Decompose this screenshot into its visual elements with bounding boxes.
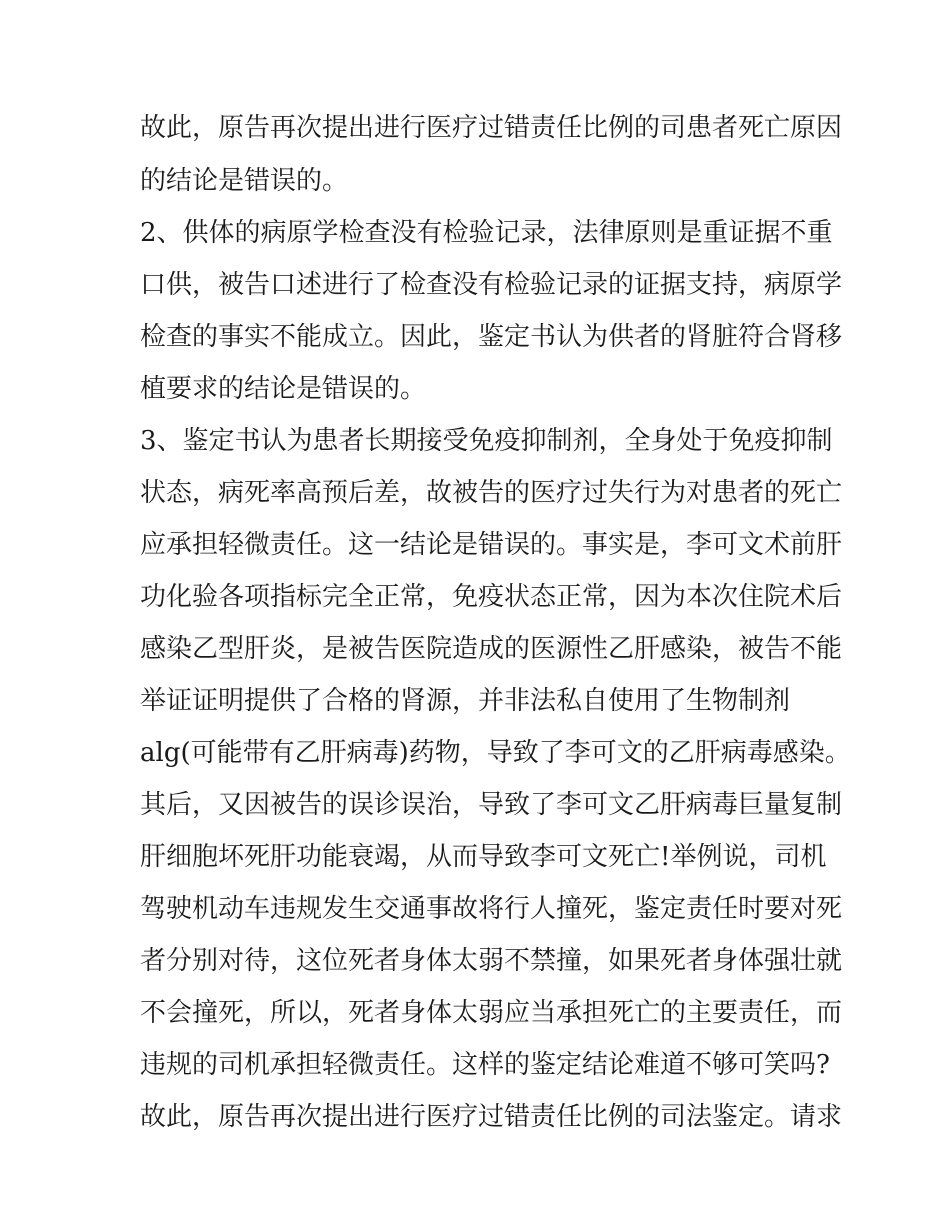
text-line: 其后，又因被告的误诊误治，导致了李可文乙肝病毒巨量复制 <box>140 790 843 820</box>
text-line: 植要求的结论是错误的。 <box>140 374 427 404</box>
text-line: 感染乙型肝炎，是被告医院造成的医源性乙肝感染，被告不能 <box>140 634 843 664</box>
text-line: 检查的事实不能成立。因此，鉴定书认为供者的肾脏符合肾移 <box>140 322 843 352</box>
text-line: 3、鉴定书认为患者长期接受免疫抑制剂，全身处于免疫抑制 <box>140 426 833 456</box>
text-line: 者分别对待，这位死者身体太弱不禁撞，如果死者身体强壮就 <box>140 946 843 976</box>
text-line: 故此，原告再次提出进行医疗过错责任比例的司法鉴定。请求 <box>140 1102 843 1132</box>
text-line: alg(可能带有乙肝病毒)药物，导致了李可文的乙肝病毒感染。 <box>140 738 851 768</box>
text-line: 违规的司机承担轻微责任。这样的鉴定结论难道不够可笑吗? <box>140 1050 830 1080</box>
text-line: 口供，被告口述进行了检查没有检验记录的证据支持，病原学 <box>140 270 843 300</box>
text-line: 故此，原告再次提出进行医疗过错责任比例的司患者死亡原因 <box>140 113 843 143</box>
text-line: 举证证明提供了合格的肾源，并非法私自使用了生物制剂 <box>140 686 791 716</box>
text-line: 不会撞死，所以，死者身体太弱应当承担死亡的主要责任，而 <box>140 998 843 1028</box>
text-line: 2、供体的病原学检查没有检验记录，法律原则是重证据不重 <box>140 218 833 248</box>
text-line: 应承担轻微责任。这一结论是错误的。事实是，李可文术前肝 <box>140 530 843 560</box>
text-line: 功化验各项指标完全正常，免疫状态正常，因为本次住院术后 <box>140 582 843 612</box>
text-line: 肝细胞坏死肝功能衰竭，从而导致李可文死亡!举例说，司机 <box>140 842 827 872</box>
text-line: 状态，病死率高预后差，故被告的医疗过失行为对患者的死亡 <box>140 478 843 508</box>
text-line: 驾驶机动车违规发生交通事故将行人撞死，鉴定责任时要对死 <box>140 894 843 924</box>
text-line: 的结论是错误的。 <box>140 166 349 196</box>
